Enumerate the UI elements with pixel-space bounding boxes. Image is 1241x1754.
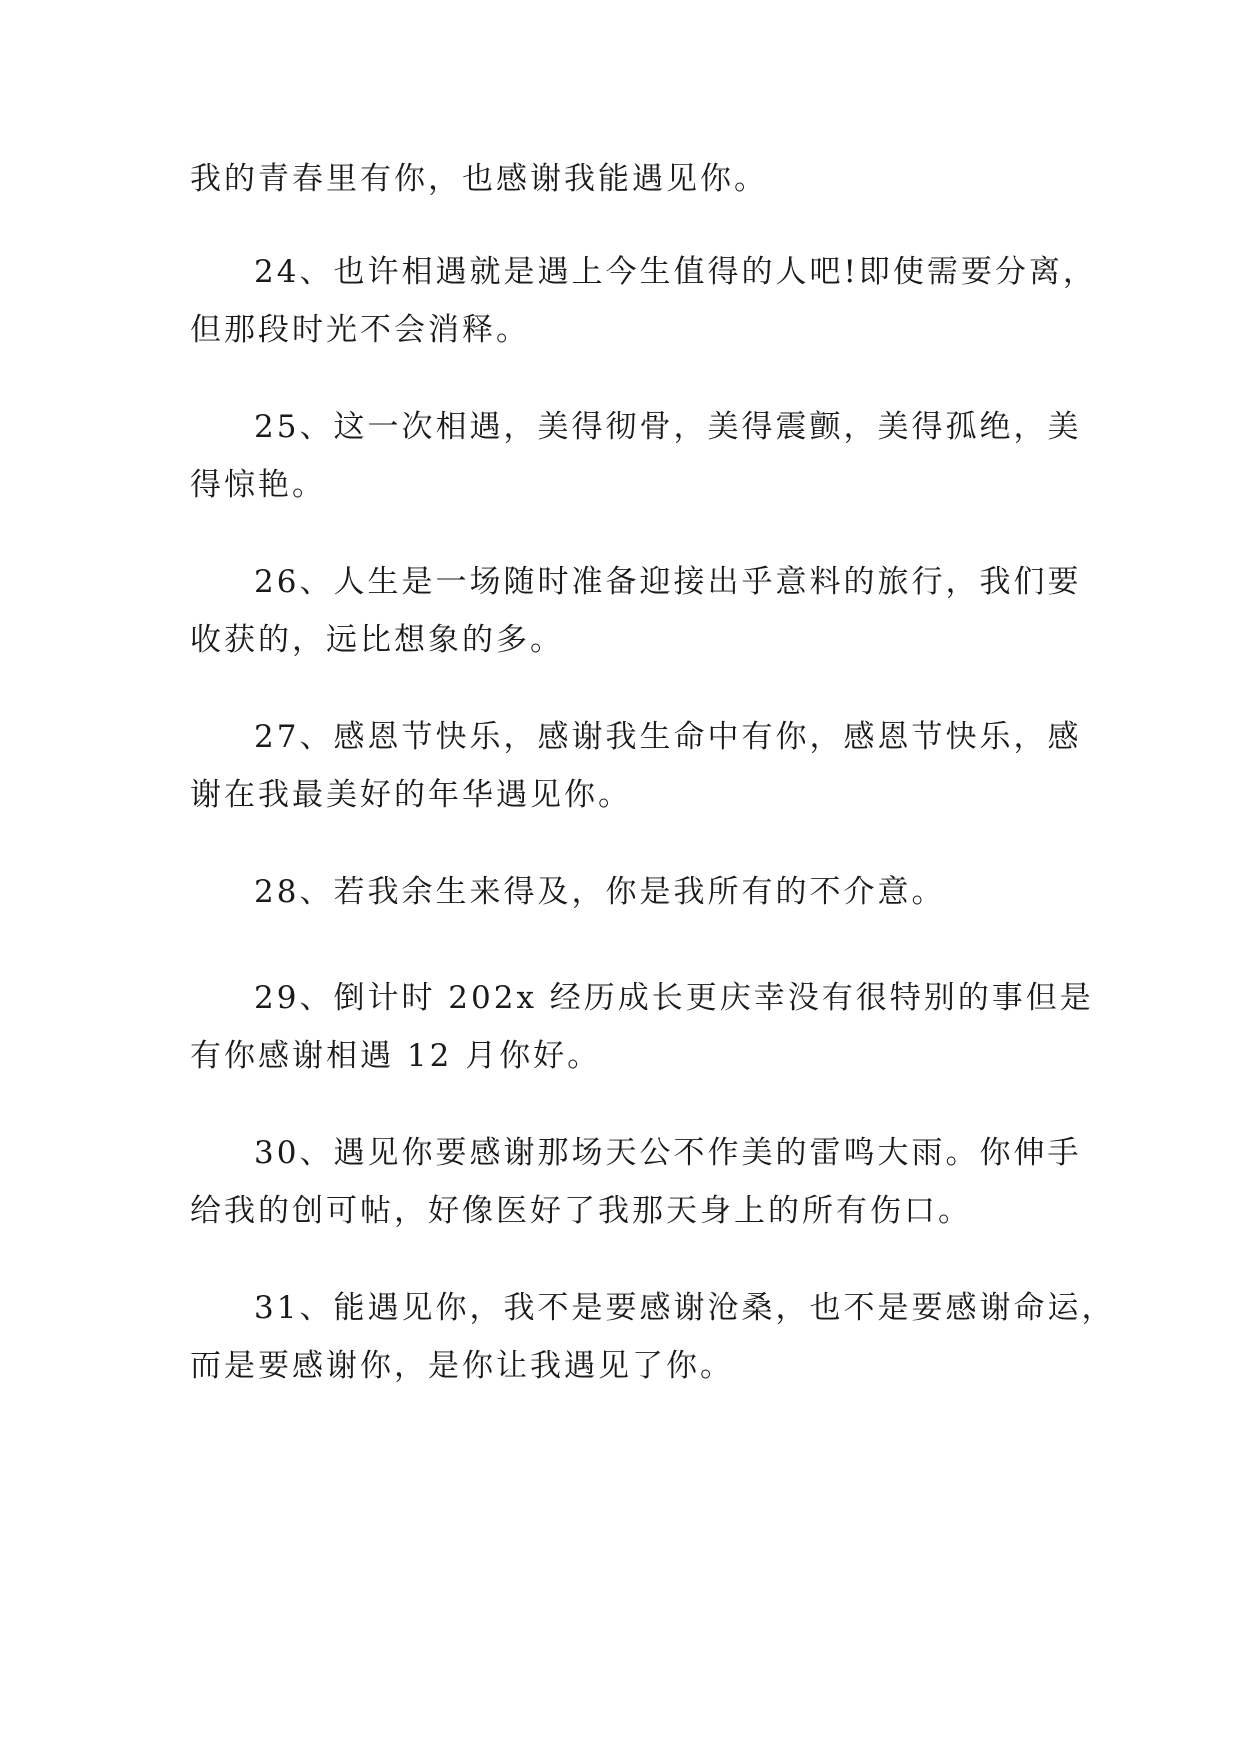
text-line: 30、遇见你要感谢那场天公不作美的雷鸣大雨。你伸手	[254, 1135, 1082, 1171]
text-line: 给我的创可帖，好像医好了我那天身上的所有伤口。	[190, 1193, 972, 1229]
paragraph-30	[190, 1124, 1082, 1240]
text-line: 但那段时光不会消释。	[190, 312, 530, 348]
text-line: 29、倒计时 202x 经历成长更庆幸没有很特别的事但是	[254, 980, 1094, 1016]
text-line: 收获的，远比想象的多。	[190, 622, 564, 658]
text-line: 27、感恩节快乐，感谢我生命中有你，感恩节快乐，感	[254, 719, 1082, 755]
paragraph-25	[190, 398, 1082, 514]
paragraph-29	[190, 969, 1094, 1085]
paragraph-27	[190, 708, 1082, 824]
text-line: 有你感谢相遇 12 月你好。	[190, 1038, 602, 1074]
text-line: 我的青春里有你，也感谢我能遇见你。	[190, 161, 768, 197]
text-line: 28、若我余生来得及，你是我所有的不介意。	[254, 874, 946, 910]
paragraph-31	[190, 1279, 1116, 1395]
paragraph-26	[190, 553, 1082, 669]
text-line: 31、能遇见你，我不是要感谢沧桑，也不是要感谢命运，	[254, 1290, 1116, 1326]
text-line: 而是要感谢你，是你让我遇见了你。	[190, 1348, 734, 1384]
paragraph-28	[190, 863, 1060, 921]
text-line: 得惊艳。	[190, 467, 326, 503]
text-line: 25、这一次相遇，美得彻骨，美得震颤，美得孤绝，美	[254, 409, 1082, 445]
text-line: 26、人生是一场随时准备迎接出乎意料的旅行，我们要	[254, 564, 1082, 600]
paragraph-continuation	[190, 150, 1060, 208]
text-line: 谢在我最美好的年华遇见你。	[190, 777, 632, 813]
paragraph-24	[190, 243, 1097, 359]
text-line: 24、也许相遇就是遇上今生值得的人吧!即使需要分离，	[254, 254, 1097, 290]
